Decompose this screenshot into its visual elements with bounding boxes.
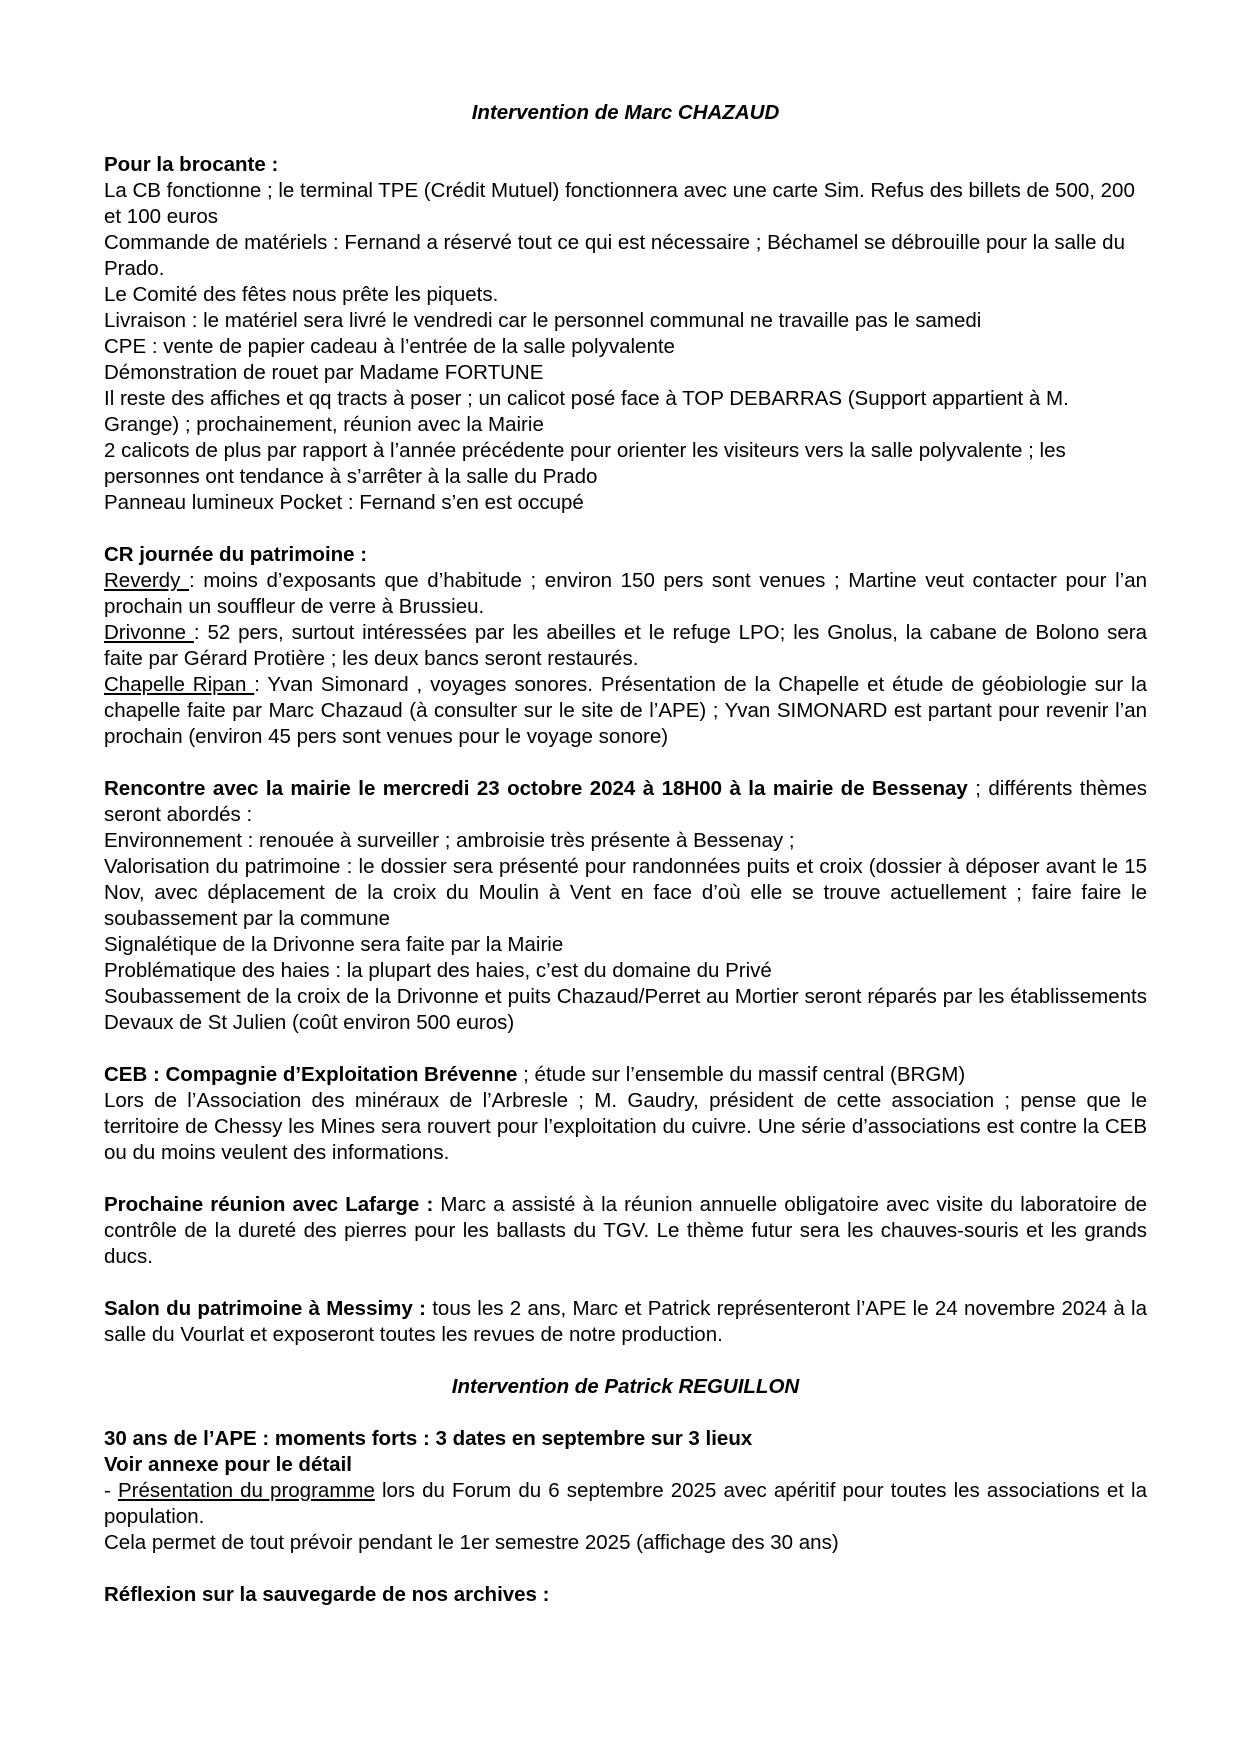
section-title-chazaud: Intervention de Marc CHAZAUD bbox=[471, 101, 780, 124]
ape30-line2: Cela permet de tout prévoir pendant le 1er semestre 2025 (affichage des 30 ans) bbox=[104, 1531, 839, 1554]
ceb-intro bbox=[104, 1062, 1147, 1088]
ceb-heading-tail: ; étude sur l’ensemble du massif central (BRGM) bbox=[517, 1063, 966, 1086]
archives-heading: Réflexion sur la sauvegarde de nos archives : bbox=[104, 1583, 550, 1606]
section-title-reguillon: Intervention de Patrick REGUILLON bbox=[451, 1375, 800, 1398]
drivonne-label: Drivonne bbox=[104, 621, 194, 644]
patrimoine-drivonne bbox=[104, 620, 1147, 672]
brocante-line: Livraison : le matériel sera livré le vendredi car le personnel communal ne travaille pas le samedi bbox=[104, 309, 982, 332]
brocante-line: Panneau lumineux Pocket : Fernand s’en est occupé bbox=[104, 491, 584, 514]
patrimoine-chapelle bbox=[104, 672, 1147, 750]
mairie-line: Environnement : renouée à surveiller ; ambroisie très présente à Bessenay ; bbox=[104, 829, 795, 852]
mairie-line: Soubassement de la croix de la Drivonne et puits Chazaud/Perret au Mortier seront réparés par les établissements Devaux de St Julien (coût environ 500 euros) bbox=[104, 985, 1147, 1034]
ape30-program bbox=[104, 1478, 1147, 1530]
brocante-heading: Pour la brocante : bbox=[104, 153, 279, 176]
reverdy-label: Reverdy bbox=[104, 569, 189, 592]
patrimoine-heading: CR journée du patrimoine : bbox=[104, 543, 368, 566]
reverdy-text: : moins d’exposants que d’habitude ; environ 150 pers sont venues ; Martine veut contacter pour l’an prochain un souffleur de verre à Brussieu. bbox=[104, 569, 1147, 618]
mairie-line: Signalétique de la Drivonne sera faite par la Mairie bbox=[104, 933, 564, 956]
section-patrimoine bbox=[104, 542, 1147, 750]
section-salon bbox=[104, 1296, 1147, 1348]
section-ceb bbox=[104, 1062, 1147, 1166]
brocante-line: Commande de matériels : Fernand a réservé tout ce qui est nécessaire ; Béchamel se débrouille pour la salle du Prado. bbox=[104, 231, 1125, 280]
section-mairie bbox=[104, 776, 1147, 1036]
lafarge-paragraph bbox=[104, 1192, 1147, 1270]
ape30-subheading: Voir annexe pour le détail bbox=[104, 1453, 352, 1476]
brocante-line: 2 calicots de plus par rapport à l’année précédente pour orienter les visiteurs vers la salle polyvalente ; les personnes ont tendance à s’arrêter à la salle du Prado bbox=[104, 439, 1066, 488]
lafarge-heading: Prochaine réunion avec Lafarge : bbox=[104, 1193, 434, 1216]
salon-text: tous les 2 ans, Marc et Patrick représenteront l’APE le 24 novembre 2024 à la salle du Vourlat et exposeront toutes les revues de notre production. bbox=[104, 1297, 1147, 1346]
ape30-program-link: Présentation du programme bbox=[117, 1479, 375, 1502]
section-ape30 bbox=[104, 1426, 1147, 1556]
ape30-prefix: - bbox=[104, 1479, 118, 1502]
section-archives bbox=[104, 1582, 1147, 1608]
document-page bbox=[104, 100, 1147, 1634]
salon-paragraph bbox=[104, 1296, 1147, 1348]
brocante-line: Le Comité des fêtes nous prête les piquets. bbox=[104, 283, 499, 306]
ceb-heading: CEB : Compagnie d’Exploitation Brévenne bbox=[104, 1063, 518, 1086]
chapelle-label: Chapelle Ripan bbox=[104, 673, 255, 696]
mairie-line: Valorisation du patrimoine : le dossier sera présenté pour randonnées puits et croix (dossier à déposer avant le 15 Nov, avec déplacement de la croix du Moulin à Vent en face d’où elle se trouve actuellement ; faire faire le soubassement par la commune bbox=[104, 855, 1147, 930]
ape30-program-text: lors du Forum du 6 septembre 2025 avec apéritif pour toutes les associations et la population. bbox=[104, 1479, 1147, 1528]
section-lafarge bbox=[104, 1192, 1147, 1270]
drivonne-text: : 52 pers, surtout intéressées par les abeilles et le refuge LPO; les Gnolus, la cabane de Bolono sera faite par Gérard Protière ; les deux bancs seront restaurés. bbox=[104, 621, 1147, 670]
mairie-intro bbox=[104, 776, 1147, 828]
salon-heading: Salon du patrimoine à Messimy : bbox=[104, 1297, 426, 1320]
mairie-heading-tail: ; différents thèmes seront abordés : bbox=[104, 777, 1147, 826]
brocante-line: Il reste des affiches et qq tracts à poser ; un calicot posé face à TOP DEBARRAS (Support appartient à M. Grange) ; prochainement, réunion avec la Mairie bbox=[104, 387, 1069, 436]
mairie-line: Problématique des haies : la plupart des haies, c’est du domaine du Privé bbox=[104, 959, 772, 982]
brocante-line: CPE : vente de papier cadeau à l’entrée de la salle polyvalente bbox=[104, 335, 675, 358]
lafarge-text: Marc a assisté à la réunion annuelle obligatoire avec visite du laboratoire de contrôle de la dureté des pierres pour les ballasts du TGV. Le thème futur sera les chauves-souris et les grands ducs. bbox=[104, 1193, 1148, 1268]
brocante-line: Démonstration de rouet par Madame FORTUNE bbox=[104, 361, 544, 384]
patrimoine-reverdy bbox=[104, 568, 1147, 620]
brocante-line: La CB fonctionne ; le terminal TPE (Crédit Mutuel) fonctionnera avec une carte Sim. Refus des billets de 500, 200 et 100 euros bbox=[104, 179, 1135, 228]
ceb-text: Lors de l’Association des minéraux de l’Arbresle ; M. Gaudry, président de cette association ; pense que le territoire de Chessy les Mines sera rouvert pour l’exploitation du cuivre. Une série d’associations est contre la CEB ou du moins veulent des informations. bbox=[104, 1089, 1147, 1164]
chapelle-text: : Yvan Simonard , voyages sonores. Présentation de la Chapelle et étude de géobiologie sur la chapelle faite par Marc Chazaud (à consulter sur le site de l’APE) ; Yvan SIMONARD est partant pour revenir l’an prochain (environ 45 pers sont venues pour le voyage sonore) bbox=[104, 673, 1147, 748]
ape30-heading: 30 ans de l’APE : moments forts : 3 dates en septembre sur 3 lieux bbox=[104, 1427, 753, 1450]
mairie-heading: Rencontre avec la mairie le mercredi 23 octobre 2024 à 18H00 à la mairie de Bessenay bbox=[104, 777, 968, 800]
section-brocante bbox=[104, 152, 1147, 516]
